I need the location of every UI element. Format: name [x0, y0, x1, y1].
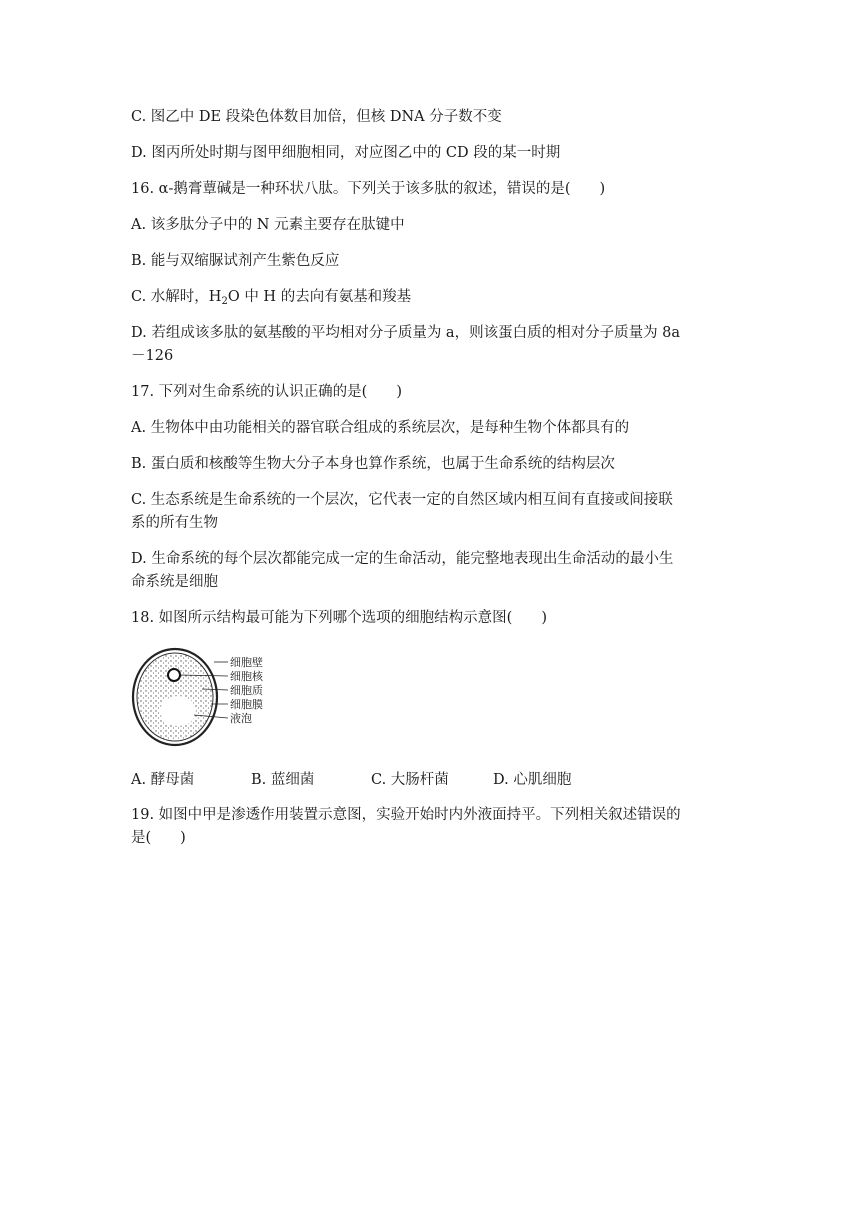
q16-option-c-subscript: 2 [221, 296, 228, 307]
q16-option-c-suffix: O 中 H 的去向有氨基和羧基 [227, 289, 412, 305]
cell-diagram [130, 645, 290, 755]
q18-options [131, 770, 571, 790]
q17-option-a: A. 生物体中由功能相关的器官联合组成的系统层次，是每种生物个体都具有的 [131, 420, 630, 436]
q16-option-d-cont: －126 [131, 348, 174, 364]
q18-option-d: D. 心肌细胞 [493, 772, 572, 788]
q16-option-c [131, 287, 411, 312]
q15-option-d: D. 图丙所处时期与图甲细胞相同，对应图乙中的 CD 段的某一时期 [131, 145, 561, 161]
q16-option-c-prefix: C. 水解时，H [131, 289, 222, 305]
q16-stem: 16. α-鹅膏蕈碱是一种环状八肽。下列关于该多肽的叙述，错误的是( ) [131, 181, 606, 197]
vacuole-shape [160, 696, 196, 726]
label-nucleus: 细胞核 [230, 670, 263, 683]
q17-option-c: C. 生态系统是生命系统的一个层次，它代表一定的自然区域内相互间有直接或间接联 [131, 492, 673, 508]
q18-option-c: C. 大肠杆菌 [371, 772, 449, 788]
nucleus-shape [168, 669, 180, 681]
q17-option-b: B. 蛋白质和核酸等生物大分子本身也算作系统，也属于生命系统的结构层次 [131, 456, 615, 472]
q17-option-d: D. 生命系统的每个层次都能完成一定的生命活动，能完整地表现出生命活动的最小生 [131, 551, 674, 567]
q16-option-b: B. 能与双缩脲试剂产生紫色反应 [131, 253, 340, 269]
q16-option-d: D. 若组成该多肽的氨基酸的平均相对分子质量为 a，则该蛋白质的相对分子质量为 8a [131, 325, 681, 341]
label-cytoplasm: 细胞质 [230, 684, 263, 697]
label-cell-membrane: 细胞膜 [230, 698, 263, 711]
label-cell-wall: 细胞壁 [230, 656, 263, 669]
q18-stem: 18. 如图所示结构最可能为下列哪个选项的细胞结构示意图( ) [131, 610, 547, 626]
label-vacuole: 液泡 [230, 712, 252, 725]
q18-option-a: A. 酵母菌 [131, 772, 195, 788]
q19-stem: 19. 如图中甲是渗透作用装置示意图，实验开始时内外液面持平。下列相关叙述错误的 [131, 807, 681, 823]
q17-option-d-cont: 命系统是细胞 [131, 574, 218, 590]
q16-option-a: A. 该多肽分子中的 N 元素主要存在肽键中 [131, 217, 405, 233]
q17-stem: 17. 下列对生命系统的认识正确的是( ) [131, 384, 402, 400]
q18-option-b: B. 蓝细菌 [251, 772, 315, 788]
q19-stem-cont: 是( ) [131, 830, 186, 846]
q15-option-c: C. 图乙中 DE 段染色体数目加倍，但核 DNA 分子数不变 [131, 109, 502, 125]
q17-option-c-cont: 系的所有生物 [131, 515, 218, 531]
